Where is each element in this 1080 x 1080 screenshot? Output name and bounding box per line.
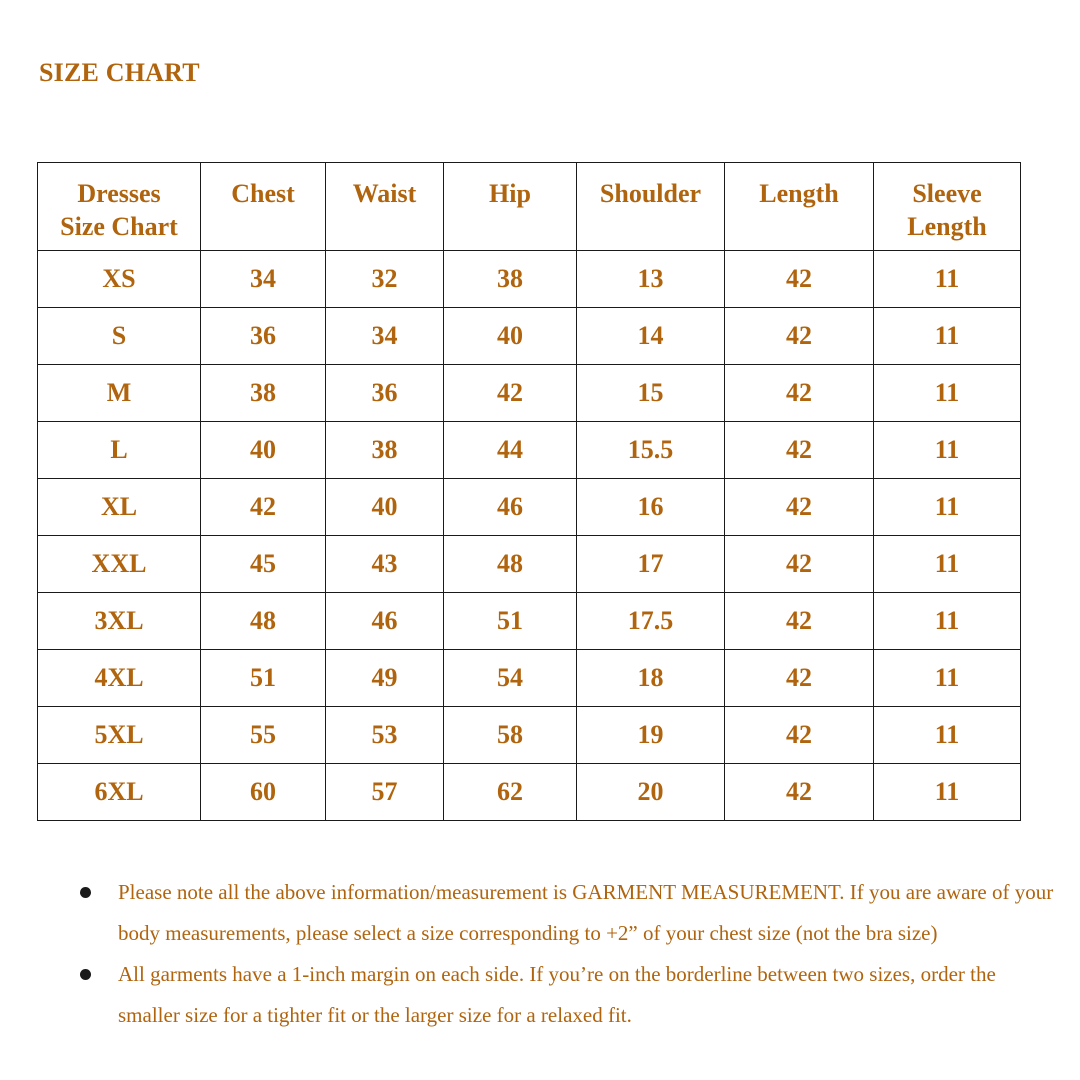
cell-sleeve-length: 11 bbox=[874, 764, 1021, 821]
cell-hip: 58 bbox=[444, 707, 577, 764]
cell-size: 6XL bbox=[38, 764, 201, 821]
cell-sleeve-length: 11 bbox=[874, 422, 1021, 479]
header-label: Sleeve bbox=[912, 179, 982, 208]
cell-sleeve-length: 11 bbox=[874, 308, 1021, 365]
cell-sleeve-length: 11 bbox=[874, 251, 1021, 308]
header-dresses-size-chart bbox=[38, 163, 201, 251]
header-label: Shoulder bbox=[599, 179, 702, 208]
cell-shoulder: 20 bbox=[577, 764, 725, 821]
bullet-icon bbox=[80, 969, 91, 980]
cell-hip: 38 bbox=[444, 251, 577, 308]
cell-sleeve-length: 11 bbox=[874, 707, 1021, 764]
header-label: Length bbox=[759, 179, 839, 208]
header-waist bbox=[326, 163, 444, 251]
cell-hip: 54 bbox=[444, 650, 577, 707]
cell-length: 42 bbox=[725, 536, 874, 593]
cell-shoulder: 15 bbox=[577, 365, 725, 422]
cell-sleeve-length: 11 bbox=[874, 365, 1021, 422]
cell-sleeve-length: 11 bbox=[874, 479, 1021, 536]
cell-size: 3XL bbox=[38, 593, 201, 650]
cell-size: S bbox=[38, 308, 201, 365]
cell-size: XS bbox=[38, 251, 201, 308]
size-chart-table bbox=[37, 162, 1021, 821]
cell-sleeve-length: 11 bbox=[874, 536, 1021, 593]
cell-chest: 48 bbox=[201, 593, 326, 650]
table-row bbox=[38, 422, 1021, 479]
cell-hip: 40 bbox=[444, 308, 577, 365]
cell-shoulder: 17 bbox=[577, 536, 725, 593]
cell-size: XXL bbox=[38, 536, 201, 593]
note-item bbox=[80, 954, 1060, 1036]
table-row bbox=[38, 251, 1021, 308]
cell-hip: 46 bbox=[444, 479, 577, 536]
table-header-row bbox=[38, 163, 1021, 251]
cell-length: 42 bbox=[725, 422, 874, 479]
table-row bbox=[38, 365, 1021, 422]
cell-shoulder: 16 bbox=[577, 479, 725, 536]
table-row bbox=[38, 650, 1021, 707]
cell-length: 42 bbox=[725, 593, 874, 650]
cell-waist: 38 bbox=[326, 422, 444, 479]
header-label: Size Chart bbox=[60, 212, 178, 241]
cell-chest: 55 bbox=[201, 707, 326, 764]
cell-waist: 49 bbox=[326, 650, 444, 707]
cell-shoulder: 14 bbox=[577, 308, 725, 365]
cell-waist: 43 bbox=[326, 536, 444, 593]
table-row bbox=[38, 593, 1021, 650]
note-text: Please note all the above information/measurement is GARMENT MEASUREMENT. If you are aware of your body measurements, please select a size corresponding to +2” of your chest size (not the bra size) bbox=[118, 880, 1054, 945]
note-item bbox=[80, 872, 1060, 954]
cell-length: 42 bbox=[725, 308, 874, 365]
cell-length: 42 bbox=[725, 764, 874, 821]
cell-shoulder: 19 bbox=[577, 707, 725, 764]
table-row bbox=[38, 479, 1021, 536]
cell-size: M bbox=[38, 365, 201, 422]
cell-hip: 44 bbox=[444, 422, 577, 479]
header-label: Dresses bbox=[77, 179, 161, 208]
header-label: Hip bbox=[489, 179, 531, 208]
cell-shoulder: 17.5 bbox=[577, 593, 725, 650]
header-label: Chest bbox=[231, 179, 295, 208]
cell-chest: 38 bbox=[201, 365, 326, 422]
header-sleeve-length bbox=[874, 163, 1021, 251]
cell-waist: 34 bbox=[326, 308, 444, 365]
cell-length: 42 bbox=[725, 365, 874, 422]
table-row bbox=[38, 764, 1021, 821]
cell-chest: 34 bbox=[201, 251, 326, 308]
cell-hip: 62 bbox=[444, 764, 577, 821]
note-text: All garments have a 1-inch margin on each side. If you’re on the borderline between two sizes, order the smaller size for a tighter fit or the larger size for a relaxed fit. bbox=[118, 962, 996, 1027]
cell-size: 5XL bbox=[38, 707, 201, 764]
cell-length: 42 bbox=[725, 251, 874, 308]
header-chest bbox=[201, 163, 326, 251]
cell-chest: 60 bbox=[201, 764, 326, 821]
cell-size: 4XL bbox=[38, 650, 201, 707]
cell-shoulder: 15.5 bbox=[577, 422, 725, 479]
header-label: Length bbox=[907, 212, 987, 241]
cell-size: L bbox=[38, 422, 201, 479]
cell-waist: 57 bbox=[326, 764, 444, 821]
table-body bbox=[38, 251, 1021, 821]
cell-size: XL bbox=[38, 479, 201, 536]
notes-list bbox=[80, 872, 1060, 1036]
cell-waist: 36 bbox=[326, 365, 444, 422]
cell-chest: 42 bbox=[201, 479, 326, 536]
cell-length: 42 bbox=[725, 650, 874, 707]
cell-chest: 51 bbox=[201, 650, 326, 707]
header-length bbox=[725, 163, 874, 251]
cell-hip: 48 bbox=[444, 536, 577, 593]
header-hip bbox=[444, 163, 577, 251]
cell-chest: 45 bbox=[201, 536, 326, 593]
table-row bbox=[38, 308, 1021, 365]
cell-sleeve-length: 11 bbox=[874, 650, 1021, 707]
cell-waist: 46 bbox=[326, 593, 444, 650]
table-row bbox=[38, 707, 1021, 764]
cell-waist: 40 bbox=[326, 479, 444, 536]
cell-chest: 40 bbox=[201, 422, 326, 479]
cell-length: 42 bbox=[725, 479, 874, 536]
table-row bbox=[38, 536, 1021, 593]
bullet-icon bbox=[80, 887, 91, 898]
cell-sleeve-length: 11 bbox=[874, 593, 1021, 650]
page-title: SIZE CHART bbox=[39, 58, 200, 87]
cell-length: 42 bbox=[725, 707, 874, 764]
cell-hip: 42 bbox=[444, 365, 577, 422]
cell-waist: 32 bbox=[326, 251, 444, 308]
header-label: Waist bbox=[352, 179, 417, 208]
cell-hip: 51 bbox=[444, 593, 577, 650]
cell-shoulder: 13 bbox=[577, 251, 725, 308]
cell-chest: 36 bbox=[201, 308, 326, 365]
header-shoulder bbox=[577, 163, 725, 251]
cell-waist: 53 bbox=[326, 707, 444, 764]
cell-shoulder: 18 bbox=[577, 650, 725, 707]
